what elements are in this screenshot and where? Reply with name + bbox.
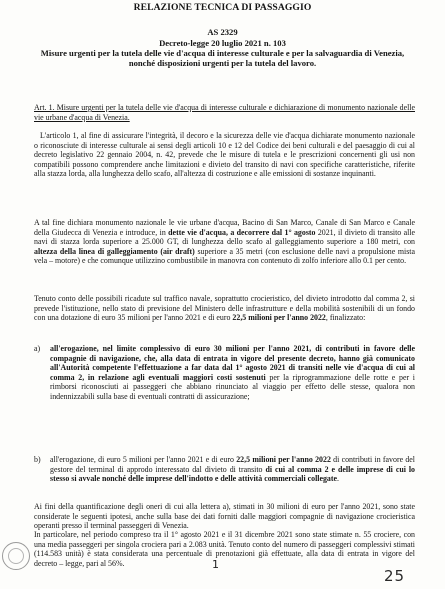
article-heading: Art. 1. Misure urgenti per la tutela delle vie d'acqua di interesse culturale e dichiarazione di monumento nazionale delle vie urbane d'acqua di Venezia.	[34, 103, 415, 122]
list-label-b: b)	[34, 455, 41, 464]
paragraph-5: In particolare, nel periodo compreso tra il 1° agosto 2021 e il 31 dicembre 2021 sono state stimate n. 55 crociere, con una media passeggeri per singola crociera pari a 2.083 unità. Tenuto conto del numero di passeggeri complessivi stimati (114.583 unità) è stata considerata una percentuale di prenotazioni già effettuate, alla data di entrata in vigore del decreto – legge, pari al 56%.	[34, 530, 415, 568]
bill-number: AS 2329	[207, 27, 238, 37]
decree-title: Decreto-legge 20 luglio 2021 n. 103	[159, 38, 286, 48]
paragraph-3-text-c: , finalizzato:	[325, 313, 366, 323]
paragraph-3-bold: 22,5 milioni per l'anno 2022	[232, 313, 326, 323]
paragraph-2-bold-d: altezza della linea di galleggiamento (air draft)	[34, 246, 195, 256]
list-a-text: per la riprogrammazione delle rotte e per i rimborsi riconosciuti ai passeggeri che abbiano rinunciato al viaggio per effetto delle stesse, qualora non indennizzabili sulla base di eventuali contratti di assicurazione;	[50, 372, 415, 401]
list-b-text-5: .	[337, 474, 339, 484]
paragraph-2-text-a: A tal fine dichiara monumento nazionale le vie urbane d'acqua, Bacino di San Marco, Canale di San Marco e Canale della Giudecca di Venezia e introduce, in	[34, 218, 415, 237]
paragraph-2	[34, 218, 415, 266]
list-b-bold-2: 22,5 milioni per l'anno 2022	[236, 455, 331, 464]
paragraph-2-text-c: 2021, il divieto di transito alle navi di stazza lorda superiore a 25.000 GT, di lunghezza dello scafo al galleggiamento superiore a 180 metri, con	[34, 227, 415, 247]
page-number: 1	[212, 558, 219, 571]
paragraph-2-bold-a: dette vie d'acqua, a decorrere dal 1° agosto	[168, 227, 316, 237]
paragraph-1-text: L'articolo 1, al fine di assicurare l'integrità, il decoro e la sicurezza delle vie d'acqua dichiarate monumento nazionale o riconosciute di interesse culturale ai sensi degli articoli 10 e 12 del Codice dei beni culturali e del paesaggio di cui al decreto legislativo 22 gennaio 2004, n. 42, prevede che le misure di tutela e le prescrizioni concernenti gli usi non compatibili possono comprendere anche limitazioni e divieto del transito di navi con specifiche caratteristiche, riferite alla stazza lorda, alla lunghezza dello scafo, all'altezza di costruzione e alle emissioni di sostanze inquinanti.	[34, 131, 415, 179]
paragraph-4: Ai fini della quantificazione degli oneri di cui alla lettera a), stimati in 30 milioni di euro per l'anno 2021, sono state considerate le seguenti ipotesi, anche sulla base dei dati forniti dalle maggiori compagnie di navigazione crocieristica operanti presso il terminal passeggeri di Venezia.	[34, 502, 415, 531]
list-a-bold: all'erogazione, nel limite complessivo di euro 30 milioni per l'anno 2021, di contributi in favore delle compagnie di navigazione, che, alla data di entrata in vigore del presente decreto, hanno già comunicato all'Autorità competente l'effettuazione a far data dal 1° agosto 2021 di transiti nelle vie d'acqua di cui al comma 2, in relazione agli eventuali maggiori costi sostenuti	[50, 344, 415, 382]
paragraph-2-text-e: superiore a 35 metri (con esclusione delle navi a propulsione mista vela – motore) e che comunque utilizzino combustibile in manovra con contenuto di zolfo inferiore allo 0.1 per cento.	[34, 246, 415, 266]
document-title: RELAZIONE TECNICA DI PASSAGGIO	[133, 2, 312, 13]
list-item-b	[34, 455, 415, 484]
list-label-a: a)	[34, 344, 41, 353]
list-b-text-1: all'erogazione, di euro 5 milioni per l'anno 2021 e di euro	[50, 455, 237, 464]
list-item-a	[34, 344, 415, 401]
list-text-b	[50, 455, 415, 484]
list-text-a	[50, 344, 415, 401]
handwritten-page-number: 25	[384, 567, 406, 585]
paragraph-3	[34, 294, 415, 323]
list-b-bold-4: di cui al comma 2 e delle imprese di cui lo stesso si avvale nonché delle imprese dell'indotto e delle attività commerciali collegate	[50, 464, 416, 484]
circular-seal-icon	[2, 542, 30, 570]
paragraph-3-text-a: Tenuto conto delle possibili ricadute sul traffico navale, soprattutto crocieristico, del divieto introdotto dal comma 2, si prevede l'istituzione, nello stato di previsione del Ministero delle infrastrutture e della mobilità sostenibili di un fondo con una dotazione di euro 35 milioni per l'anno 2021 e di euro	[34, 294, 415, 323]
list-b-text-3: di contributi in favore del gestore del terminal di approdo interessato dal divieto di transito	[50, 455, 415, 474]
paragraph-1	[34, 131, 415, 179]
decree-subtitle: Misure urgenti per la tutela delle vie d'acqua di interesse culturale e per la salvaguardia di Venezia, nonché disposizioni urgenti per la tutela del lavoro.	[40, 48, 405, 69]
